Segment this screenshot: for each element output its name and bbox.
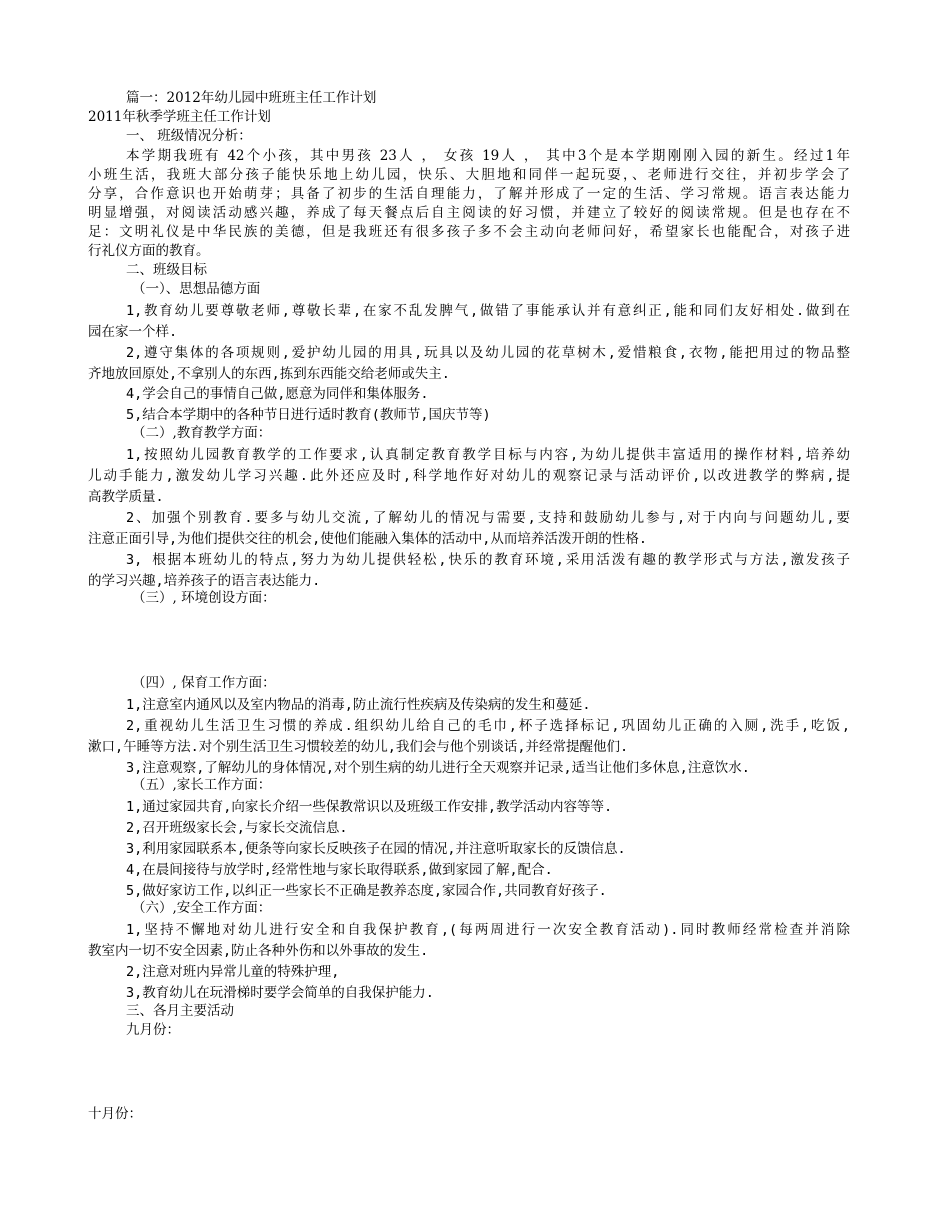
list-item-line: 1,教育幼儿要尊敬老师,尊敬长辈,在家不乱发脾气,做错了事能承认并有意纠正,能和同们友好相处.做到在 [126,303,850,319]
paragraph-line: 明显增强，对阅读活动感兴趣，养成了每天餐点后自主阅读的好习惯，并建立了较好的阅读常规。但是也存在不 [88,205,850,221]
list-item-line: 1,坚持不懈地对幼儿进行安全和自我保护教育,(每两周进行一次安全教育活动).同时教师经常检查并消除 [126,922,850,938]
list-item-line: 2,注意对班内异常儿童的特殊护理, [126,964,340,980]
subsection-heading-safety: （六）,安全工作方面： [132,900,272,916]
list-item-line: 高教学质量. [88,489,164,505]
list-item-line: 漱口,午睡等方法.对个别生活卫生习惯较差的幼儿,我们会与他个别谈话,并经常提醒他们. [88,739,629,755]
list-item-line: 4,学会自己的事情自己做,愿意为同伴和集体服务. [126,386,429,402]
list-item-line: 注意正面引导,为他们提供交往的机会,使他们能融入集体的活动中,从而培养活泼开朗的性格. [88,531,648,547]
list-item-line: 的学习兴趣,培养孩子的语言表达能力. [88,573,321,589]
list-item-line: 1,注意室内通风以及室内物品的消毒,防止流行性疾病及传染病的发生和蔓延. [126,697,591,713]
subsection-heading-moral: （一）、思想品德方面 [132,281,261,297]
list-item-line: 儿动手能力,激发幼儿学习兴趣.此外还应及时,科学地作好对幼儿的观察记录与活动评价,以改进教学的弊病,提 [88,468,850,484]
list-item-line: 3,利用家园联系本,便条等向家长反映孩子在园的情况,并注意听取家长的反馈信息. [126,841,626,857]
list-item-line: 4,在晨间接待与放学时,经常性地与家长取得联系,做到家园了解,配合. [126,862,553,878]
paragraph-line: 行礼仪方面的教育。 [88,243,210,259]
paragraph-line: 本学期我班有 42个小孩，其中男孩 23人 ， 女孩 19人 ， 其中3个是本学期刚刚入园的新生。经过1年 [126,148,850,164]
subsection-heading-environment: （三）, 环境创设方面： [132,590,276,606]
month-label-september: 九月份： [126,1022,180,1038]
month-label-october: 十月份： [88,1106,142,1122]
paragraph-line: 分享，合作意识也开始萌芽；具备了初步的生活自理能力，了解并形成了一定的生活、学习常规。语言表达能力 [88,186,850,202]
list-item-line: 5,做好家访工作,以纠正一些家长不正确是教养态度,家园合作,共同教育好孩子. [126,883,607,899]
document-title: 篇一：2012年幼儿园中班班主任工作计划 [126,90,377,106]
subsection-heading-care: （四）, 保育工作方面： [132,675,276,691]
paragraph-line: 小班生活，我班大部分孩子能快乐地上幼儿园，快乐、大胆地和同伴一起玩耍，、老师进行交往，并初步学会了 [88,167,850,183]
list-item-line: 齐地放回原处,不拿别人的东西,拣到东西能交给老师或失主. [88,366,450,382]
list-item-line: 3,注意观察,了解幼儿的身体情况,对个别生病的幼儿进行全天观察并记录,适当让他们多休息,注意饮水. [126,760,750,776]
list-item-line: 2,重视幼儿生活卫生习惯的养成.组织幼儿给自己的毛巾,杯子选择标记,巩固幼儿正确的入厕,洗手,吃饭, [126,718,850,734]
section-heading-monthly-activities: 三、各月主要活动 [126,1003,234,1019]
list-item-line: 2、加强个别教育.要多与幼儿交流,了解幼儿的情况与需要,支持和鼓励幼儿参与,对于内向与问题幼儿,要 [126,510,850,526]
section-heading-class-goals: 二、班级目标 [126,262,207,278]
list-item-line: 1,按照幼儿园教育教学的工作要求,认真制定教育教学目标与内容,为幼儿提供丰富适用的操作材料,培养幼 [126,447,850,463]
list-item-line: 教室内一切不安全因素,防止各种外伤和以外事故的发生. [88,943,429,959]
paragraph-line: 足：文明礼仪是中华民族的美德，但是我班还有很多孩子多不会主动向老师问好，希望家长也能配合，对孩子进 [88,224,850,240]
document-subtitle: 2011年秋季学班主任工作计划 [88,109,271,125]
list-item-line: 3,教育幼儿在玩滑梯时要学会简单的自我保护能力. [126,985,434,1001]
subsection-heading-parents: （五）,家长工作方面： [132,777,272,793]
subsection-heading-teaching: （二）,教育教学方面： [132,425,272,441]
list-item-line: 2,召开班级家长会,与家长交流信息. [126,820,348,836]
section-heading-class-analysis: 一、 班级情况分析： [126,128,252,144]
list-item-line: 1,通过家园共育,向家长介绍一些保教常识以及班级工作安排,教学活动内容等等. [126,799,613,815]
list-item-line: 园在家一个样. [88,324,178,340]
list-item-line: 2,遵守集体的各项规则,爱护幼儿园的用具,玩具以及幼儿园的花草树木,爱惜粮食,衣物,能把用过的物品整 [126,345,850,361]
list-item-line: 5,结合本学期中的各种节日进行适时教育(教师节,国庆节等) [126,407,491,423]
list-item-line: 3, 根据本班幼儿的特点,努力为幼儿提供轻松,快乐的教育环境,采用活泼有趣的教学形式与方法,激发孩子 [126,552,850,568]
